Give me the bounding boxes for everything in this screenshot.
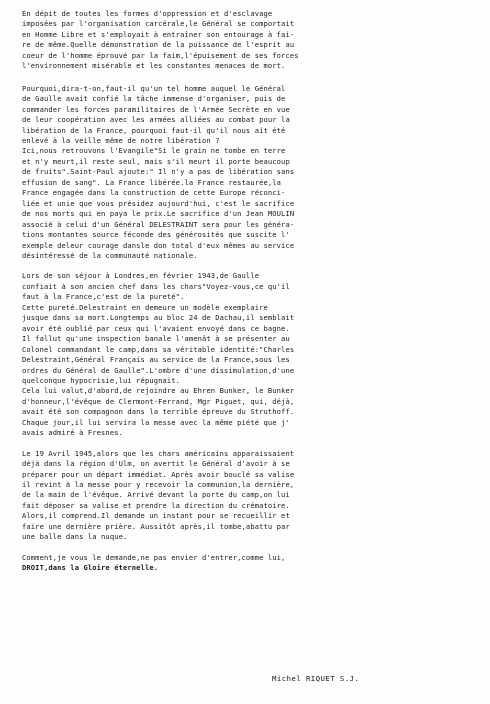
paragraph-2 (22, 84, 482, 262)
text-line: quelconque hypocrisie,lui répugnait. (22, 375, 181, 385)
signature: Michel RIQUET S.J. (272, 674, 360, 683)
text-line: de la main de l'évêque. Arrivé devant la porte du camp,on lui (22, 490, 290, 500)
text-line: Ici,nous retrouvons l'Evangile"Si le grain ne tombe en terre (22, 146, 286, 156)
paragraph-1 (22, 9, 482, 72)
text-line: d'honneur,l'évêque de Clermont-Ferrand, Mgr Piguet, qui, déjà, (22, 396, 295, 406)
text-line: En dépit de toutes les formes d'oppression et d'esclavage (22, 9, 273, 18)
text-line: de Gaulle avait confié la tâche immense d'organiser, puis de (22, 94, 286, 104)
text-line: de nos morts qui en paya le prix.Le sacrifice d'un Jean MOULIN (22, 209, 295, 219)
text-line: Chaque jour,il lui servira la messe avec la même piété que j' (22, 417, 290, 427)
paragraph-4 (22, 449, 482, 543)
text-line: exemple deleur courage dansle don total d'eux mêmes au service (22, 240, 295, 250)
text-line: préparer pour un départ immédiat. Après avoir bouclé sa valise (22, 469, 295, 479)
text-line: faire une dernière prière. Aussitôt après,il tombe,abattu par (22, 521, 290, 531)
text-line: avait été son compagnon dans la terrible épreuve du Struthoff. (22, 407, 295, 417)
text-line: Alors,il comprend.Il demande un instant pour se recueillir et (22, 511, 290, 521)
text-line: avais admiré à Fresnes. (22, 428, 123, 438)
text-line: Le 19 Avril 1945,alors que les chars américains apparaissaient (22, 448, 295, 458)
text-line: tions montantes source féconde des générosités que suscite l' (22, 230, 290, 240)
text-line: DROIT,dans la Gloire éternelle. (22, 563, 159, 573)
text-line: désintéressé de la communauté nationale. (22, 250, 198, 260)
text-line: libération de la France, pourquoi faut-il qu'il nous ait été (22, 125, 286, 135)
paragraph-3 (22, 271, 482, 438)
text-line: liée et unie que vous présidez aujourd'hui, c'est le sacrifice (22, 198, 295, 208)
text-line: avoir été oublié par ceux qui l'avaient envoyé dans ce bagne. (22, 323, 290, 333)
text-line: Cette pureté.Delestraint en demeure un modèle exemplaire (22, 302, 268, 312)
text-line: ordres du Général de Gaulle".L'ombre d'une dissimulation,d'une (22, 365, 295, 375)
text-line: France engagée dans la construction de cette Europe réconci- (22, 188, 286, 198)
text-line: associé à celui d'un Général DELESTRAINT sera pour les généra- (22, 219, 295, 229)
text-line: fait déposer sa valise et prendre la direction du crématoire. (22, 500, 290, 510)
paragraph-5 (22, 553, 482, 574)
text-line: Lors de son séjour à Londres,en février 1943,de Gaulle (22, 271, 260, 281)
text-line: coeur de l'homme éprouvé par la faim,l'épuisement de ses forces (22, 50, 299, 60)
text-line: effusion de sang". La France libérée.la France restaurée,la (22, 177, 282, 187)
text-line: imposées par l'organisation carcérale,le Général se comportait (22, 19, 295, 29)
text-line: une balle dans la nuque. (22, 532, 128, 542)
text-line: et n'y meurt,il reste seul, mais s'il meurt il porte beaucoup (22, 156, 290, 166)
text-line: commander les forces paramilitaires de l'Armée Secrète en vue (22, 104, 290, 114)
text-line: il revint à la messe pour y recevoir la communion,la dernière, (22, 480, 295, 490)
text-line: confiait à son ancien chef dans les chars"Voyez-vous,ce qu'il (22, 281, 290, 291)
text-line: Comment,je vous le demande,ne pas envier d'entrer,comme lui, (22, 552, 286, 562)
text-line: faut à la France,c'est de la pureté". (22, 292, 185, 302)
text-line: de fruits".Saint-Paul ajoute:" Il n'y a pas de libération sans (22, 167, 295, 177)
text-line: en Homme Libre et s'employait à entraîner son entourage à fai- (22, 29, 295, 39)
text-line: déjà dans la région d'Ulm, on avertit le Général d'avoir à se (22, 459, 290, 469)
text-line: Colonel commandant le camp,dans sa véritable identité:"Charles (22, 344, 295, 354)
text-line: l'environnement misérable et les constantes menaces de mort. (22, 61, 286, 71)
text-line: enlevé à la veille même de notre libération ? (22, 135, 220, 145)
text-line: Il fallut qu'une inspection banale l'amenât à se présenter au (22, 334, 290, 344)
text-line: de leur coopération avec les armées alliées au combat pour la (22, 115, 290, 125)
text-line: Delestraint,Général Français au service de la France,sous les (22, 355, 290, 365)
text-line: Pourquoi,dira-t-on,faut-il qu'un tel homme auquel le Général (22, 83, 286, 93)
text-line: jusque dans sa mort.Longtemps au bloc 24 de Dachau,il semblait (22, 313, 295, 323)
text-line: Cela lui valut,d'abord,de rejoindre au Ehren Bunker, le Bunker (22, 386, 295, 396)
text-line: re de même.Quelle démonstration de la puissance de l'esprit au (22, 40, 295, 50)
